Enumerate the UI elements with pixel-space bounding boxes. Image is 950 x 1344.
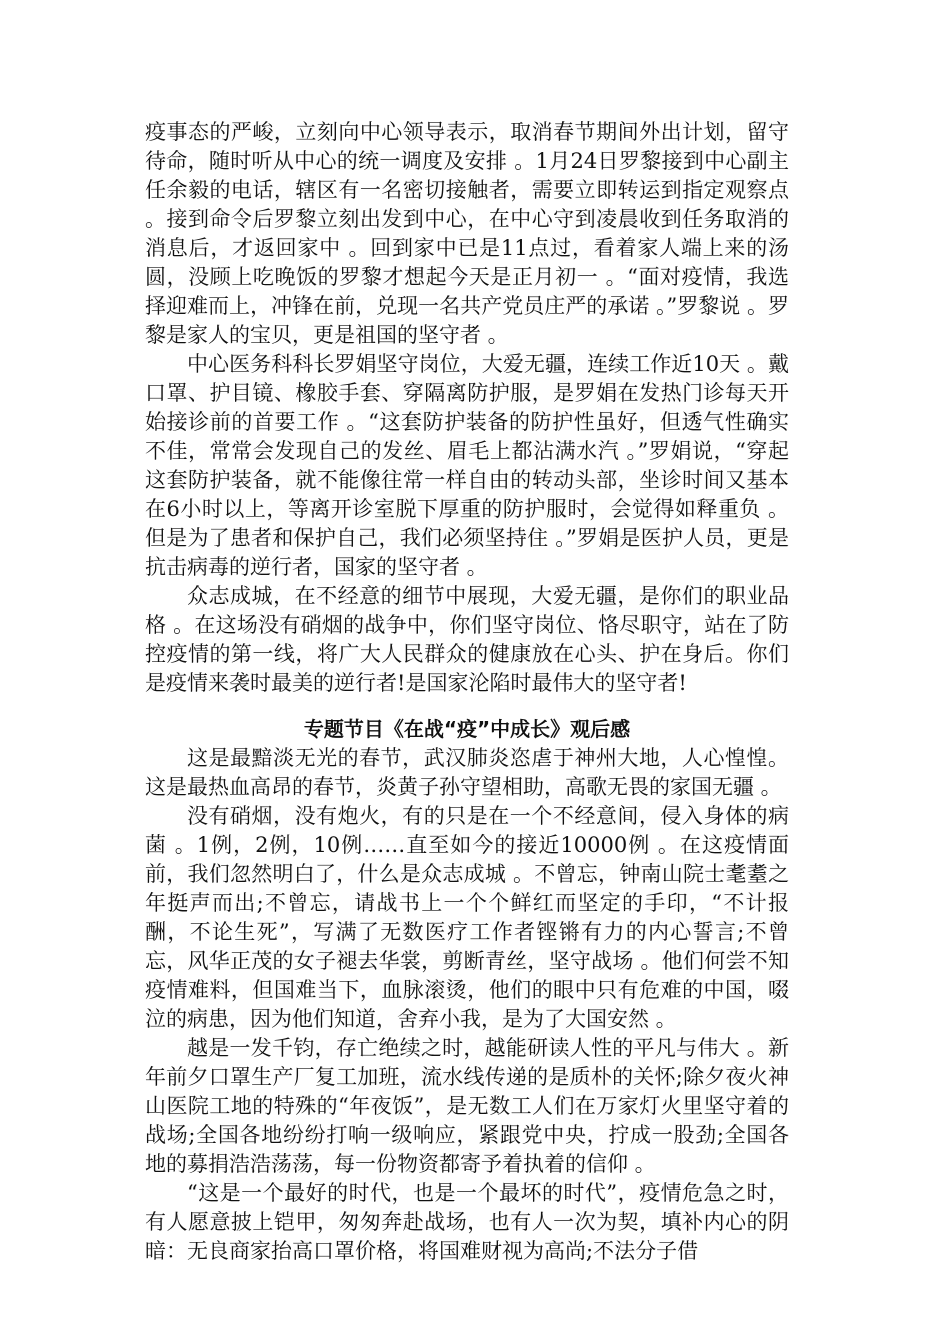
paragraph-best-worst-times: “这是一个最好的时代，也是一个最坏的时代”，疫情危急之时，有人愿意披上铠甲，匆匆奔赴战场，也有人一次为契，填补内心的阴暗：无良商家抬高口罩价格，将国难财视为高尚;不法分子借 [145,1181,789,1263]
paragraph-critical-moment: 越是一发千钧，存亡绝续之时，越能研读人性的平凡与伟大 。新年前夕口罩生产厂复工加班，流水线传递的是质朴的关怀;除夕夜火神山医院工地的特殊的“年夜饭”，是无数工人们在万家灯火里坚守着的战场;全国各地纷纷打响一级响应，紧跟党中央，拧成一股劲;全国各地的募捐浩浩荡荡，每一份物资都寄予着执着的信仰 。 [145,1036,789,1176]
paragraph-luojuan: 中心医务科科长罗娟坚守岗位，大爱无疆，连续工作近10天 。戴口罩、护目镜、橡胶手套、穿隔离防护服，是罗娟在发热门诊每天开始接诊前的首要工作 。“这套防护装备的防护性虽好，但透气性确实不佳，常常会发现自己的发丝、眉毛上都沾满水汽 。”罗娟说，“穿起这套防护装备，就不能像往常一样自由的转动头部，坐诊时间又基本在6小时以上，等离开诊室脱下厚重的防护服时，会觉得如释重负 。但是为了患者和保护自己，我们必须坚持住 。”罗娟是医护人员，更是抗击病毒的逆行者，国家的坚守者 。 [145,352,789,579]
paragraph-summary: 众志成城，在不经意的细节中展现，大爱无疆，是你们的职业品格 。在这场没有硝烟的战争中，你们坚守岗位、恪尽职守，站在了防控疫情的第一线，将广大人民群众的健康放在心头、护在身后。你们是疫情来袭时最美的逆行者!是国家沦陷时最伟大的坚守者! [145,584,789,695]
paragraph-no-smoke: 没有硝烟，没有炮火，有的只是在一个不经意间，侵入身体的病菌 。1例，2例，10例……直至如今的接近10000例 。在这疫情面前，我们忽然明白了，什么是众志成城 。不曾忘，钟南山院士耄耋之年挺声而出;不曾忘，请战书上一个个鲜红而坚定的手印，“不计报酬，不论生死”，写满了无数医疗工作者铿锵有力的内心誓言;不曾忘，风华正茂的女子褪去华裳，剪断青丝，坚守战场 。他们何尝不知疫情难料，但国难当下，血脉滚烫，他们的眼中只有危难的中国，啜泣的病患，因为他们知道，舍弃小我，是为了大国安然 。 [145,804,789,1031]
paragraph-luoli: 疫事态的严峻，立刻向中心领导表示，取消春节期间外出计划，留守待命，随时听从中心的统一调度及安排 。1月24日罗黎接到中心副主任余毅的电话，辖区有一名密切接触者，需要立即转运到指定观察点 。接到命令后罗黎立刻出发到中心，在中心守到凌晨收到任务取消的消息后，才返回家中 。回到家中已是11点过，看着家人端上来的汤圆，没顾上吃晚饭的罗黎才想起今天是正月初一 。“面对疫情，我选择迎难而上，冲锋在前，兑现一名共产党员庄严的承诺 。”罗黎说 。罗黎是家人的宝贝，更是祖国的坚守者 。 [145,120,789,347]
document-page [145,118,789,1266]
paragraph-spring-festival: 这是最黯淡无光的春节，武汉肺炎恣虐于神州大地，人心惶惶。这是最热血高昂的春节，炎黄子孙守望相助，高歌无畏的家国无疆 。 [145,746,789,799]
section-heading: 专题节目《在战“疫”中成长》观后感 [303,717,631,741]
